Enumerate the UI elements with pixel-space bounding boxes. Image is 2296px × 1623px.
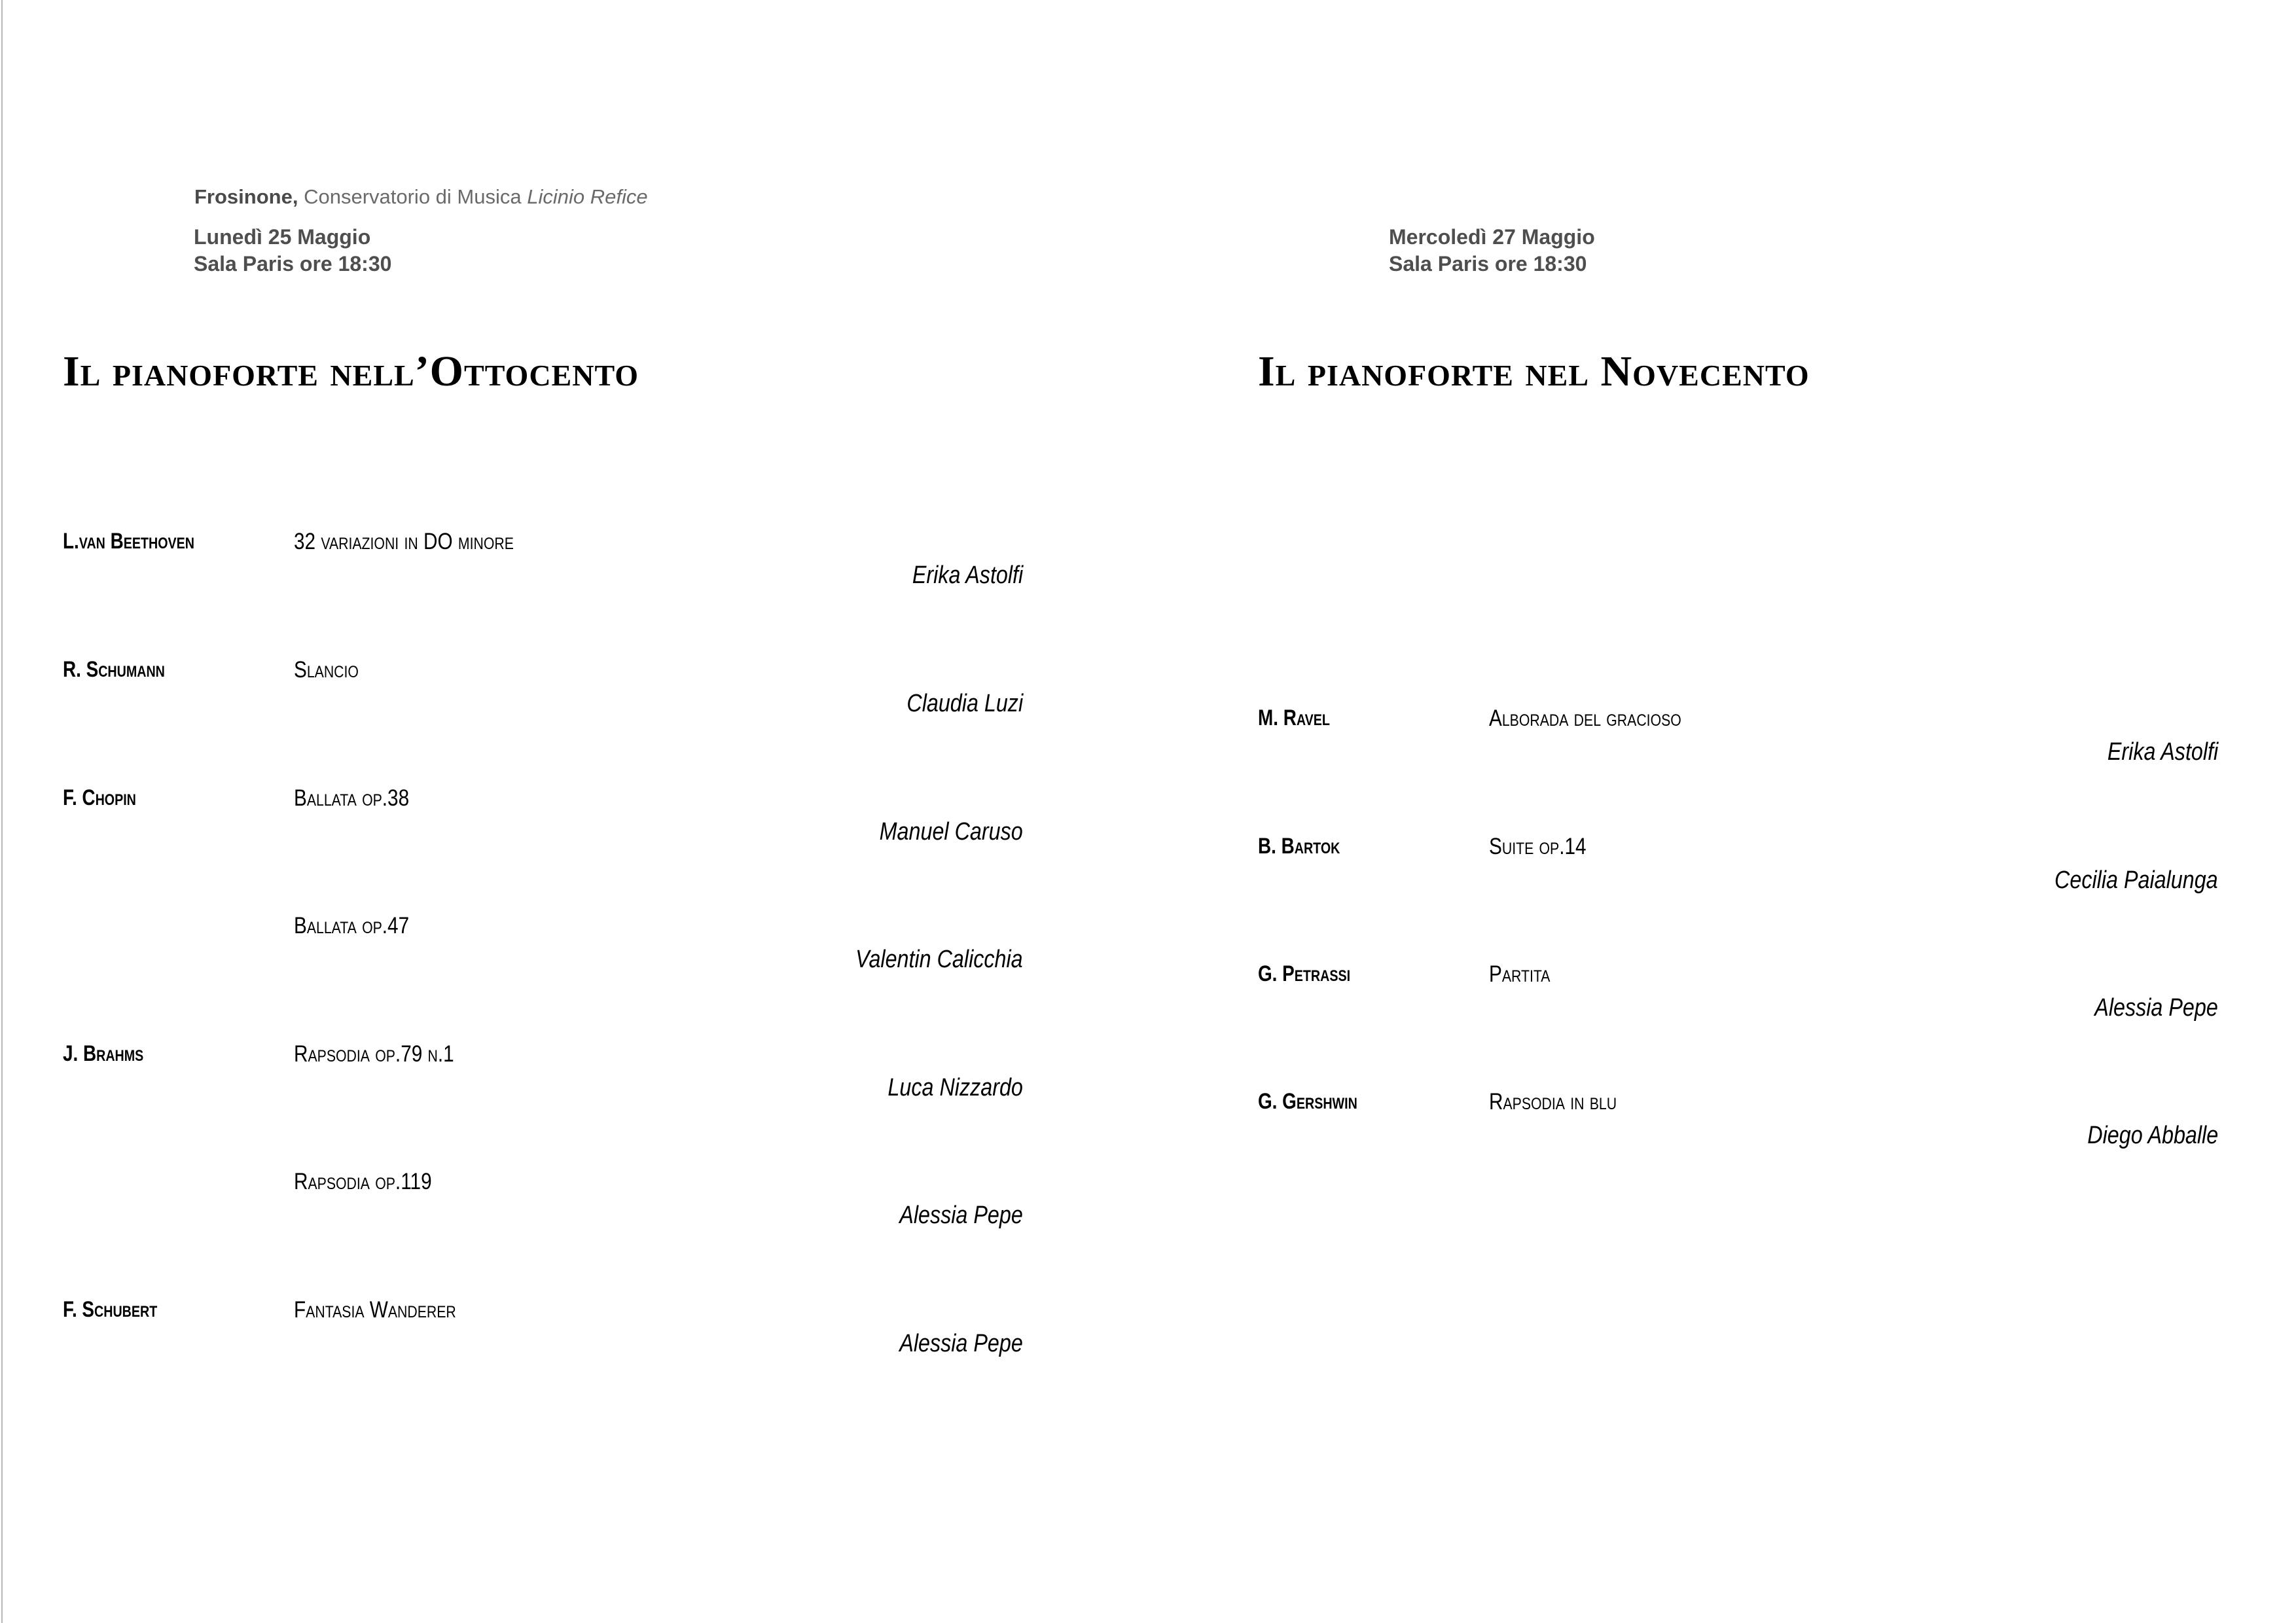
composer: R. Schumann <box>63 657 165 682</box>
composer: L.van Beethoven <box>63 529 195 554</box>
concert-date-block <box>1389 224 1595 277</box>
work-title: Fantasia Wanderer <box>294 1297 456 1323</box>
composer: J. Brahms <box>63 1041 144 1066</box>
composer: F. Schubert <box>63 1297 158 1322</box>
concert-date-block <box>194 224 391 277</box>
composer: G. Petrassi <box>1258 961 1351 986</box>
performer: Alessia Pepe <box>2094 994 2218 1022</box>
work-title: Ballata op.38 <box>294 785 410 811</box>
work-title: Ballata op.47 <box>294 913 410 938</box>
program-entry <box>1195 961 2296 1033</box>
program-entry <box>1195 834 2296 906</box>
venue-institution: Conservatorio di Musica <box>304 185 522 208</box>
concert-time-place: Sala Paris ore 18:30 <box>194 252 392 276</box>
venue-name: Licinio Refice <box>527 185 648 208</box>
performer: Alessia Pepe <box>899 1202 1023 1229</box>
concert-date: Lunedì 25 Maggio <box>194 225 371 249</box>
performer: Erika Astolfi <box>2107 738 2218 766</box>
composer: F. Chopin <box>63 785 136 810</box>
work-title: Suite op.14 <box>1489 834 1587 859</box>
performer: Manuel Caruso <box>879 818 1023 846</box>
concert-title: Il pianoforte nell’Ottocento <box>63 348 639 395</box>
program-entry <box>0 1297 1113 1369</box>
program-entry <box>0 1041 1113 1113</box>
program-entry <box>1195 705 2296 777</box>
performer: Alessia Pepe <box>899 1330 1023 1357</box>
performer: Cecilia Paialunga <box>2054 866 2218 894</box>
concert-novecento <box>1195 0 2296 1623</box>
concert-time-place: Sala Paris ore 18:30 <box>1389 252 1587 276</box>
program-entry <box>1195 1089 2296 1161</box>
program-entry <box>0 657 1113 729</box>
program-entry <box>0 529 1113 601</box>
venue-city: Frosinone, <box>194 185 298 208</box>
performer: Diego Abballe <box>2087 1122 2218 1149</box>
performer: Erika Astolfi <box>912 562 1023 589</box>
program-entry <box>0 913 1113 985</box>
work-title: Rapsodia op.79 n.1 <box>294 1041 454 1067</box>
program-entry <box>0 785 1113 857</box>
work-title: Slancio <box>294 657 359 683</box>
concert-date: Mercoledì 27 Maggio <box>1389 225 1595 249</box>
performer: Claudia Luzi <box>906 690 1023 717</box>
work-title: Rapsodia in blu <box>1489 1089 1617 1115</box>
work-title: 32 variazioni in DO minore <box>294 529 514 554</box>
concert-ottocento <box>0 0 1113 1623</box>
program-entry <box>0 1169 1113 1241</box>
concert-title: Il pianoforte nel Novecento <box>1258 348 1810 395</box>
work-title: Rapsodia op.119 <box>294 1169 432 1194</box>
venue-line <box>194 185 648 209</box>
performer: Valentin Calicchia <box>855 946 1023 973</box>
composer: G. Gershwin <box>1258 1089 1357 1114</box>
composer: B. Bartok <box>1258 834 1340 859</box>
work-title: Partita <box>1489 961 1551 987</box>
composer: M. Ravel <box>1258 705 1330 730</box>
performer: Luca Nizzardo <box>888 1074 1023 1101</box>
work-title: Alborada del gracioso <box>1489 705 1681 731</box>
